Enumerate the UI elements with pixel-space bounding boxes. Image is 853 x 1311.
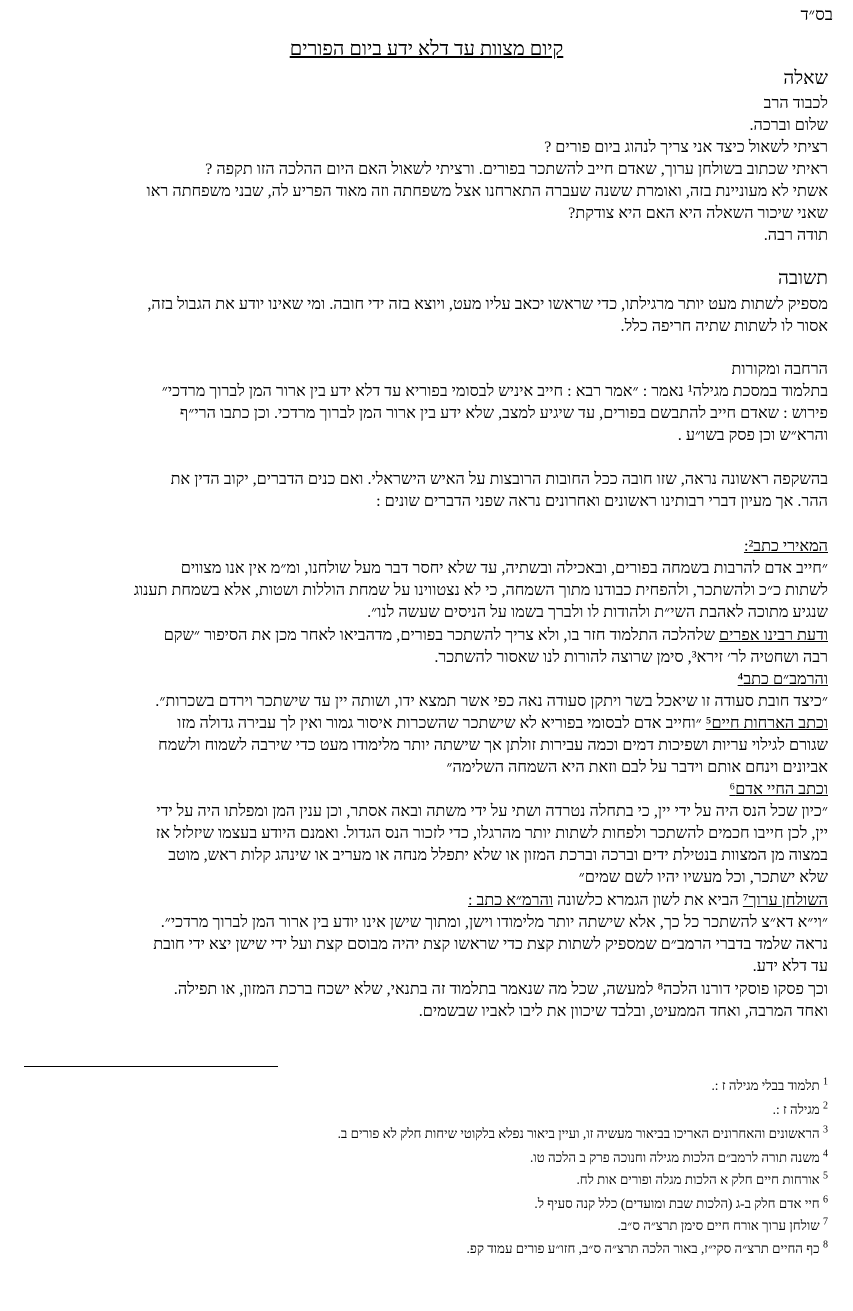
answer-line: מספיק לשתות מעט יותר מרגילתו, כדי שראשו יכאב עליו מעט, ויוצא בזה ידי חובה. ומי שאינו יודע את הגבול בזה, (147, 295, 828, 313)
orchot-label: וכתב הארחות חיים⁵ (705, 714, 828, 732)
question-heading: שאלה (783, 68, 828, 89)
meiri-line: לשתות כ״כ ולהשתכר, ולהפחית כבודנו מתוך השמחה, כי לא נצטווינו על שמחת הוללות ושטות, אלא בשמחת תענוג (133, 581, 828, 599)
footnote: $^4$ משנה תורה לרמב״ם הלכות מגילה וחנוכה פרק ב הלכה טו. (529, 1148, 828, 1165)
chayei-heading: וכתב החיי אדם⁶ (729, 780, 828, 798)
rambam-heading: והרמב״ם כתב⁴ (737, 670, 828, 688)
efraim-text: שלהלכה התלמוד חזר בו, ולא צריך להשתכר בפורים, מדהביאו לאחר מכן את הסיפור ״שקם (163, 626, 720, 644)
question-line: רציתי לשאול כיצד אני צריך לנהוג ביום פורים ? (544, 138, 828, 156)
footnote: $^6$ חיי אדם חלק ב-ג (הלכות שבת ומועדים) כלל קנה סעיף ל. (534, 1194, 828, 1211)
question-line: שאני שיכור השאלה היא האם היא צודקת? (568, 204, 828, 222)
question-line: ראיתי שכתוב בשולחן ערוך, שאדם חייב להשתכר בפורים. ורציתי לשאול האם היום ההלכה הזו תקפה ? (205, 160, 828, 178)
shulchan-label: השולחן ערוך⁷ (742, 891, 828, 909)
question-line: לכבוד הרב (763, 94, 828, 112)
rema-line: נראה שלמד בדברי הרמב״ם שמספיק לשתות קצת כדי שראשו קצת יהיה מבוסם קצת ועל ידי שישן יצא ידי חובת (153, 935, 828, 953)
final-line: ואחד המרבה, ואחד הממעיט, ובלבד שיכוון את ליבו לאביו שבשמים. (418, 1002, 828, 1020)
answer-line: אסור לו לשתות שתיה חריפה כלל. (620, 317, 828, 335)
chayei-line: ״כיון שכל הנס היה על ידי יין, כי בתחלה נטרדה ושתי על ידי משתה ובאה אסתר, וכן ענין המן ומפלתו היה על ידי (156, 802, 828, 820)
meiri-line: ״חייב אדם להרבות בשמחה בפורים, ובאכילה ובשתיה, עד שלא יחסר דבר מעל שולחנו, ומ״מ אין אנו מצווים (180, 559, 828, 577)
question-line: שלום וברכה. (749, 116, 828, 134)
meiri-heading: המאירי כתב²: (743, 537, 828, 555)
sources-line: והרא״ש וכן פסק בשו״ע . (677, 426, 828, 444)
meiri-line: שנגיע מתוכה לאהבת השי״ת ולהודות לו ולברך בשמו על הניסים שעשה לנו״. (367, 603, 828, 621)
footnote: $^3$ הראשונים והאחרונים האריכו בביאור מעשיה זו, ועיין ביאור נפלא בלקוטי שיחות חלק לא פורים ב. (337, 1124, 828, 1141)
footnote: $^5$ אורחות חיים חלק א הלכות מגלה ופורים אות לח. (576, 1170, 828, 1187)
footnote: $^8$ כף החיים תרצ״ה סקי״ז, באור הלכה תרצ״ה ס״ב, חזו״ע פורים עמוד קפ. (466, 1239, 828, 1256)
footnote: $^7$ שולחן ערוך אורח חיים סימן תרצ״ה ס״ב. (617, 1216, 828, 1233)
orchot-text: ״וחייב אדם לבסומי בפוריא לא שישתכר שהשכרות איסור גמור ואין לך עבירה גדולה מזו (177, 714, 706, 732)
chayei-line: שלא ישתכר, וכל מעשיו יהיו לשם שמים״ (578, 868, 828, 886)
sources-line: בתלמוד במסכת מגילה¹ נאמר : ״אמר רבא : חייב איניש לבסומי בפוריא עד דלא ידע בין ארור המן לברוך מרדכי״ (161, 382, 828, 400)
orchot-line: אביונים וינחם אותם וידבר על לבם וזאת היא השמחה השלימה״ (446, 758, 828, 776)
footnote: $^1$ תלמוד בבלי מגילה ז :. (711, 1076, 828, 1093)
orchot-line: שגורם לגילוי עריות ושפיכות דמים וכמה עבירות זולתן אך שישתה יותר מלימודו מעט כדי שירבה לשמוח ולשמח (158, 736, 828, 754)
chayei-line: יין, לכן חייבו חכמים להשתכר ולפחות לשתות יותר מהרגלו, כדי לזכור הנס הגדול. ואמנם היודע בעצמו שיזלזל אז (155, 824, 828, 842)
shulchan-text: הביא את לשון הגמרא כלשונה (553, 891, 743, 909)
question-line: אשתי לא מעוניינת בזה, ואומרת ששנה שעברה התארחנו אצל משפחתה וזה מאוד הפריע לה, שבני משפחתה ראו (146, 182, 828, 200)
sources-line: בהשקפה ראשונה נראה, שזו חובה ככל החובות הרובצות על האיש הישראלי. ואם כנים הדברים, יקוב הדין את (170, 470, 828, 488)
question-line: תודה רבה. (763, 226, 828, 244)
efraim-line: רבה ושחטיה לר׳ זירא³, סימן שרוצה להורות לנו שאסור להשתכר. (434, 648, 828, 666)
document-title: קיום מצוות עד דלא ידע ביום הפורים (289, 38, 564, 60)
footnote-separator (24, 1066, 278, 1067)
rema-label: והרמ״א כתב : (468, 891, 554, 909)
rema-line: ״וי״א דא״צ להשתכר כל כך, אלא שישתה יותר מלימודו וישן, ומתוך שישן אינו יודע בין ארור המן לברוך מרדכי״. (160, 913, 828, 931)
footnote: $^2$ מגילה ז :. (772, 1100, 828, 1117)
sources-heading: הרחבה ומקורות (731, 360, 828, 378)
efraim-label: ודעת רבינו אפרים (719, 626, 828, 644)
sources-line: פירוש : שאדם חייב להתבשם בפורים, עד שיגיע למצב, שלא ידע בין ארור המן לברוך מרדכי. וכן כתבו הרי״ף (179, 404, 828, 422)
header-bsd: בס״ד (800, 5, 833, 24)
final-line: וכך פסקו פוסקי דורנו הלכה⁸ למעשה, שכל מה שנאמר בתלמוד זה בתנאי, שלא ישכח ברכת המזון, או תפילה. (173, 980, 828, 998)
chayei-line: במצוה מן המצוות בנטילת ידים וברכה וברכת המזון או שלא יתפלל מנחה או מעריב או שינהג קלות ראש, מוטב (168, 846, 828, 864)
rema-line: עד דלא ידע. (752, 957, 828, 975)
answer-heading: תשובה (778, 268, 828, 289)
sources-line: ההר. אך מעיון דברי רבותינו ראשונים ואחרונים נראה שפני הדברים שונים : (376, 492, 828, 510)
rambam-line: ״כיצד חובת סעודה זו שיאכל בשר ויתקן סעודה נאה כפי אשר תמצא ידו, ושותה יין עד שישתכר וירדם בשכרות״. (155, 692, 828, 710)
